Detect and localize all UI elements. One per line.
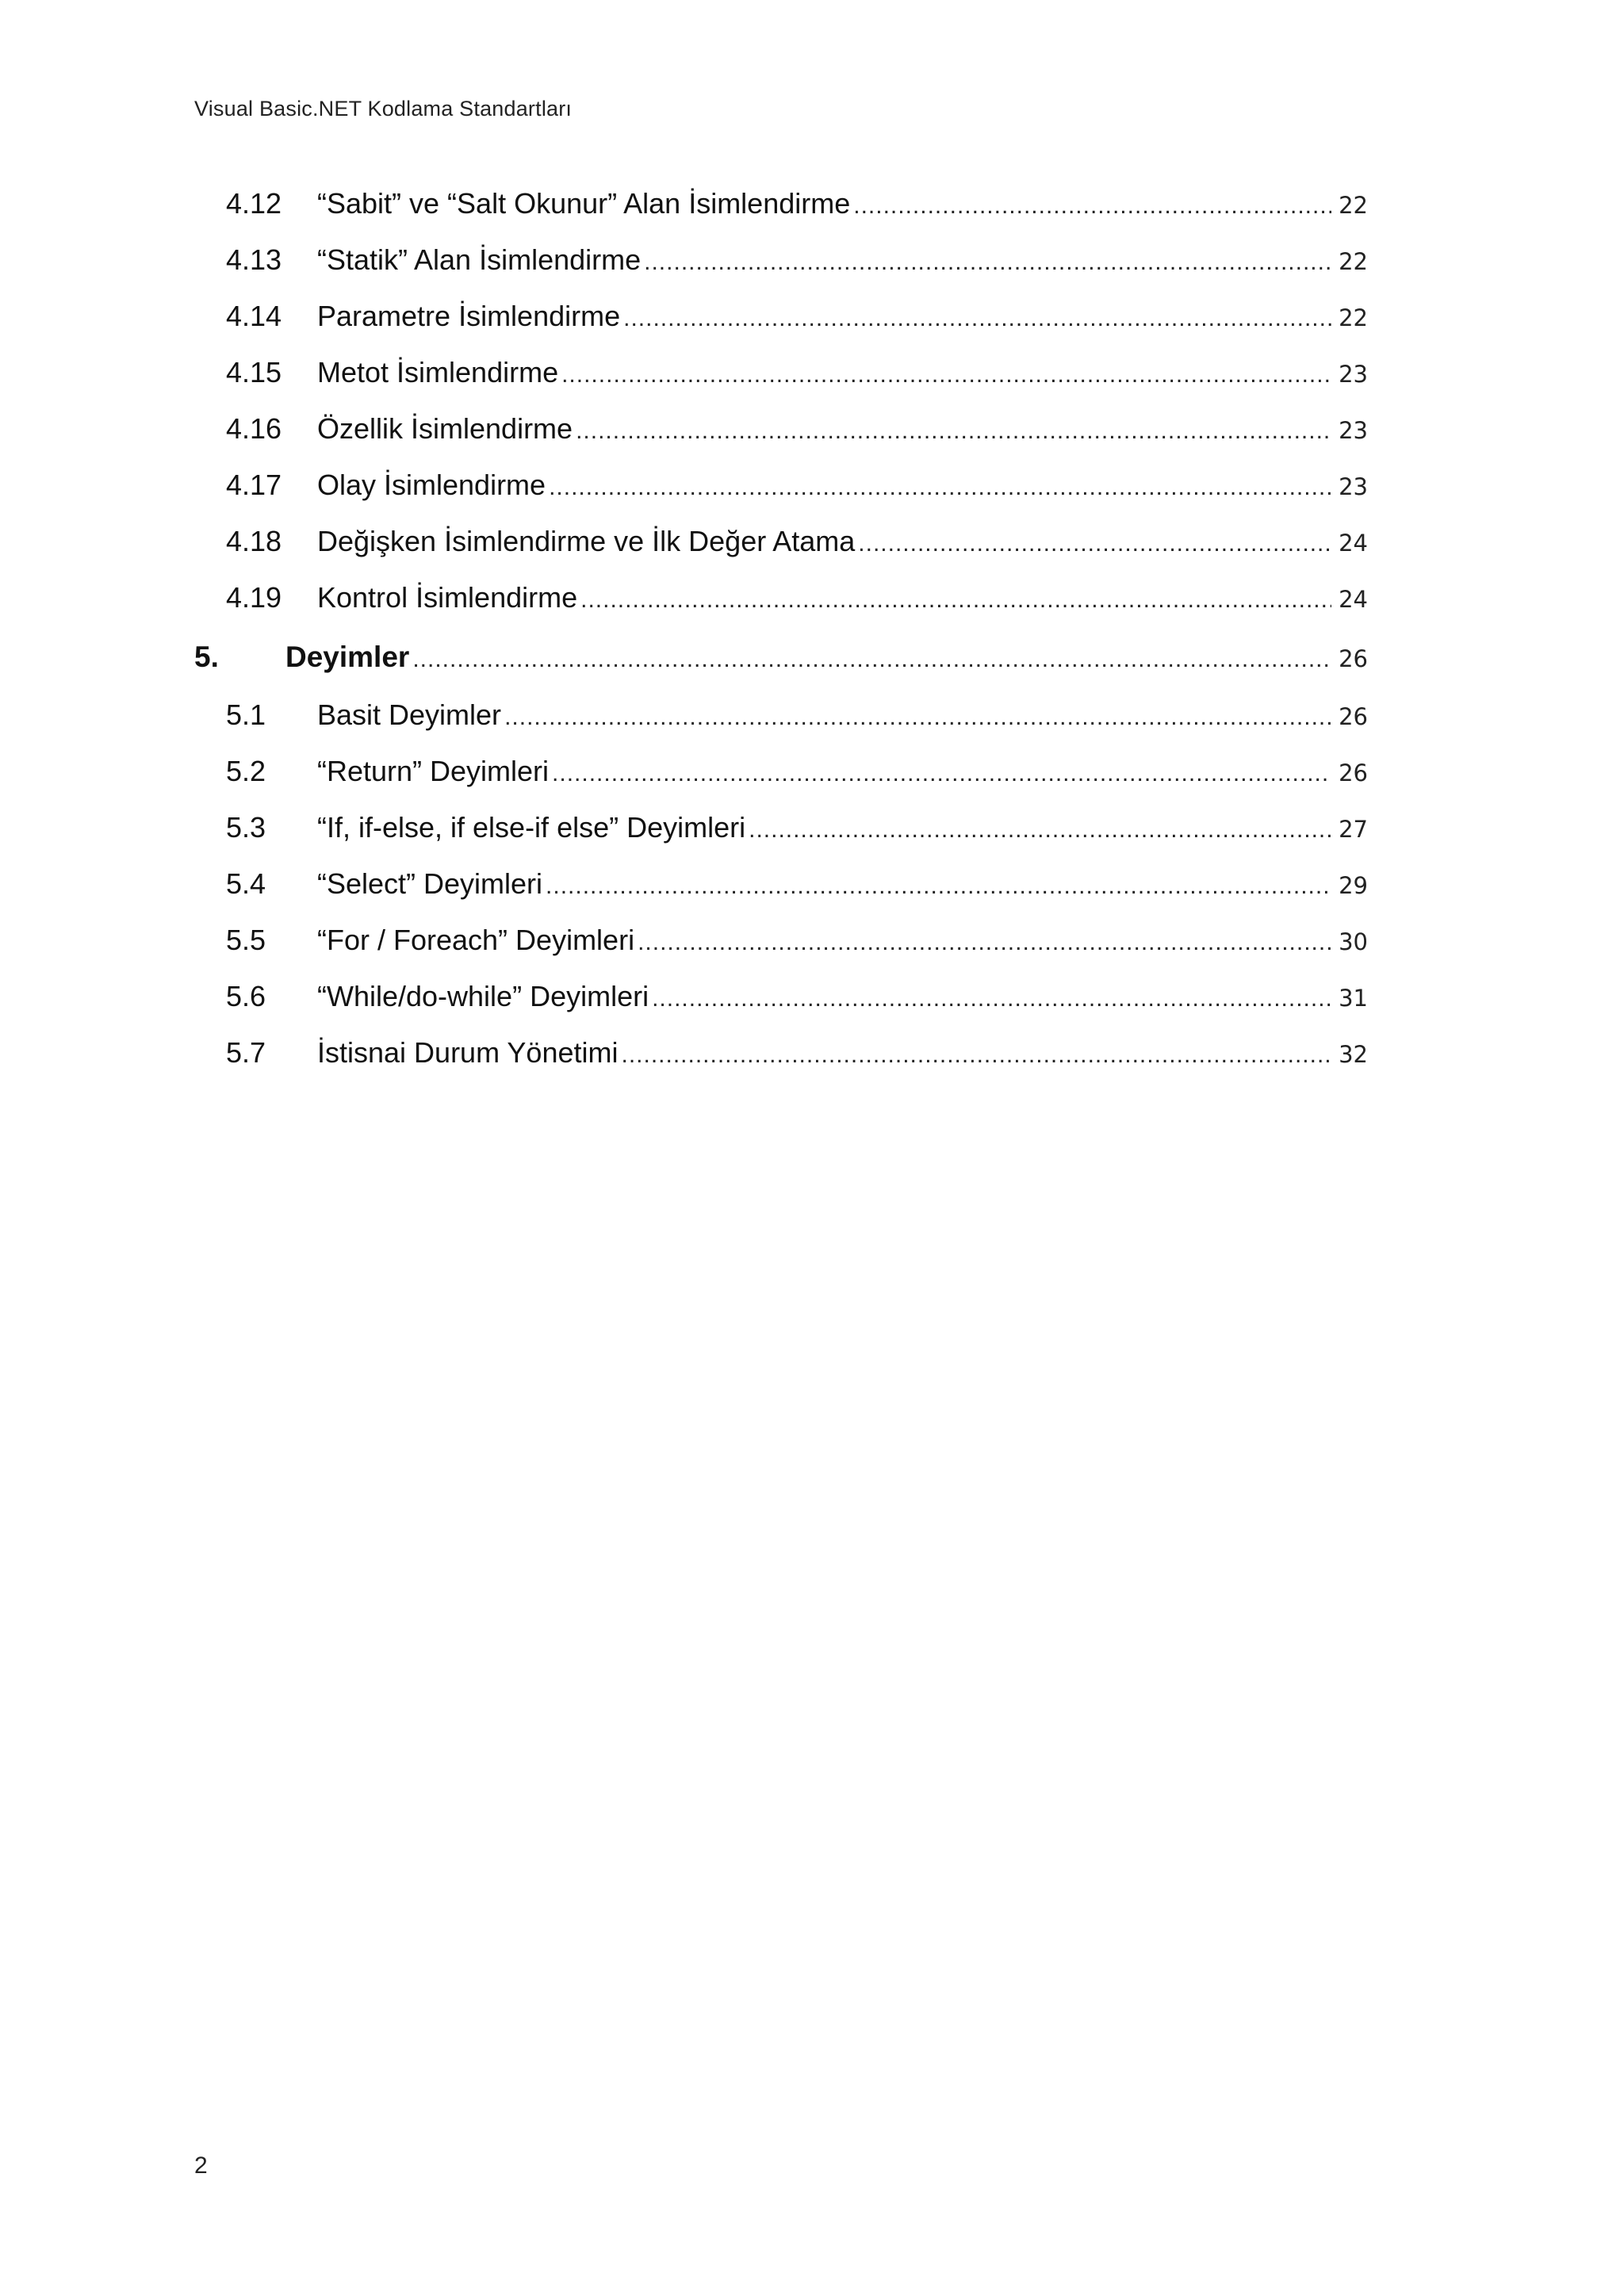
toc-dot-leader <box>621 1042 1331 1069</box>
toc-entry-page: 22 <box>1339 192 1368 219</box>
toc-entry-title: Özellik İsimlendirme <box>317 412 573 445</box>
toc-entry-5-2[interactable] <box>194 755 1368 811</box>
toc-entry-page: 31 <box>1339 985 1368 1012</box>
toc-entry-title: Parametre İsimlendirme <box>317 300 621 332</box>
toc-entry-4-13[interactable] <box>194 243 1368 300</box>
toc-entry-number: 4.19 <box>226 581 282 614</box>
toc-dot-leader <box>576 418 1331 445</box>
toc-entry-title: “Statik” Alan İsimlendirme <box>317 243 642 276</box>
toc-entry-number: 5.2 <box>226 755 266 787</box>
toc-entry-5-7[interactable] <box>194 1036 1368 1093</box>
toc-entry-4-14[interactable] <box>194 300 1368 356</box>
toc-entry-number: 4.14 <box>226 300 282 332</box>
toc-entry-title: Metot İsimlendirme <box>317 356 559 388</box>
toc-entry-title: Değişken İsimlendirme ve İlk Değer Atama <box>317 525 856 557</box>
toc-dot-leader <box>652 985 1331 1012</box>
toc-entry-title: “Return” Deyimleri <box>317 755 550 787</box>
toc-entry-number: 4.17 <box>226 469 282 501</box>
toc-entry-4-19[interactable] <box>194 581 1368 637</box>
toc-entry-title: “While/do-while” Deyimleri <box>317 980 649 1012</box>
toc-entry-4-17[interactable] <box>194 469 1368 525</box>
toc-entry-page: 23 <box>1339 361 1368 388</box>
toc-dot-leader <box>546 873 1331 900</box>
page-header-title: Visual Basic.NET Kodlama Standartları <box>194 97 573 121</box>
toc-entry-number: 4.13 <box>226 243 282 276</box>
toc-entry-page: 26 <box>1339 645 1368 672</box>
table-of-contents <box>194 187 1368 1093</box>
toc-entry-4-15[interactable] <box>194 356 1368 412</box>
toc-entry-page: 29 <box>1339 872 1368 899</box>
toc-dot-leader <box>552 760 1331 787</box>
toc-dot-leader <box>858 530 1331 557</box>
toc-entry-5-3[interactable] <box>194 811 1368 867</box>
toc-entry-chapter-5[interactable] <box>194 637 1368 698</box>
toc-entry-page: 26 <box>1339 703 1368 730</box>
toc-dot-leader <box>749 817 1331 844</box>
toc-entry-4-18[interactable] <box>194 525 1368 581</box>
toc-entry-4-16[interactable] <box>194 412 1368 469</box>
toc-entry-number: 4.18 <box>226 525 282 557</box>
toc-chapter-number: 5. <box>194 641 219 673</box>
toc-dot-leader <box>623 305 1331 332</box>
toc-entry-number: 4.16 <box>226 412 282 445</box>
toc-dot-leader <box>580 587 1331 614</box>
toc-entry-title: İstisnai Durum Yönetimi <box>317 1036 619 1069</box>
toc-entry-number: 5.7 <box>226 1036 266 1069</box>
toc-entry-title: “Sabit” ve “Salt Okunur” Alan İsimlendirme <box>317 187 851 220</box>
toc-dot-leader <box>644 249 1331 276</box>
toc-entry-5-5[interactable] <box>194 924 1368 980</box>
toc-entry-title: Olay İsimlendirme <box>317 469 546 501</box>
toc-entry-title: “Select” Deyimleri <box>317 867 543 900</box>
toc-dot-leader <box>638 929 1331 956</box>
toc-entry-number: 4.12 <box>226 187 282 220</box>
toc-entry-page: 23 <box>1339 473 1368 500</box>
toc-entry-5-1[interactable] <box>194 698 1368 755</box>
toc-entry-page: 22 <box>1339 304 1368 331</box>
toc-entry-page: 27 <box>1339 816 1368 843</box>
toc-dot-leader <box>412 646 1331 673</box>
toc-entry-title: “For / Foreach” Deyimleri <box>317 924 635 956</box>
toc-entry-title: “If, if-else, if else-if else” Deyimleri <box>317 811 746 844</box>
toc-entry-5-4[interactable] <box>194 867 1368 924</box>
toc-entry-title: Kontrol İsimlendirme <box>317 581 578 614</box>
toc-entry-number: 5.1 <box>226 698 266 731</box>
toc-entry-page: 24 <box>1339 586 1368 613</box>
page-number: 2 <box>194 2152 208 2179</box>
toc-entry-title: Basit Deyimler <box>317 698 502 731</box>
toc-entry-page: 23 <box>1339 417 1368 444</box>
toc-dot-leader <box>549 474 1331 501</box>
toc-chapter-title: Deyimler <box>285 641 410 673</box>
toc-entry-page: 22 <box>1339 248 1368 275</box>
toc-entry-number: 4.15 <box>226 356 282 388</box>
toc-entry-page: 26 <box>1339 760 1368 786</box>
toc-entry-number: 5.4 <box>226 867 266 900</box>
toc-entry-number: 5.5 <box>226 924 266 956</box>
toc-entry-5-6[interactable] <box>194 980 1368 1036</box>
toc-dot-leader <box>853 193 1331 220</box>
toc-entry-page: 24 <box>1339 530 1368 557</box>
toc-entry-page: 30 <box>1339 928 1368 955</box>
toc-entry-page: 32 <box>1339 1041 1368 1068</box>
toc-entry-number: 5.3 <box>226 811 266 844</box>
toc-dot-leader <box>561 362 1331 388</box>
toc-entry-number: 5.6 <box>226 980 266 1012</box>
toc-entry-4-12[interactable] <box>194 187 1368 243</box>
toc-dot-leader <box>504 704 1331 731</box>
